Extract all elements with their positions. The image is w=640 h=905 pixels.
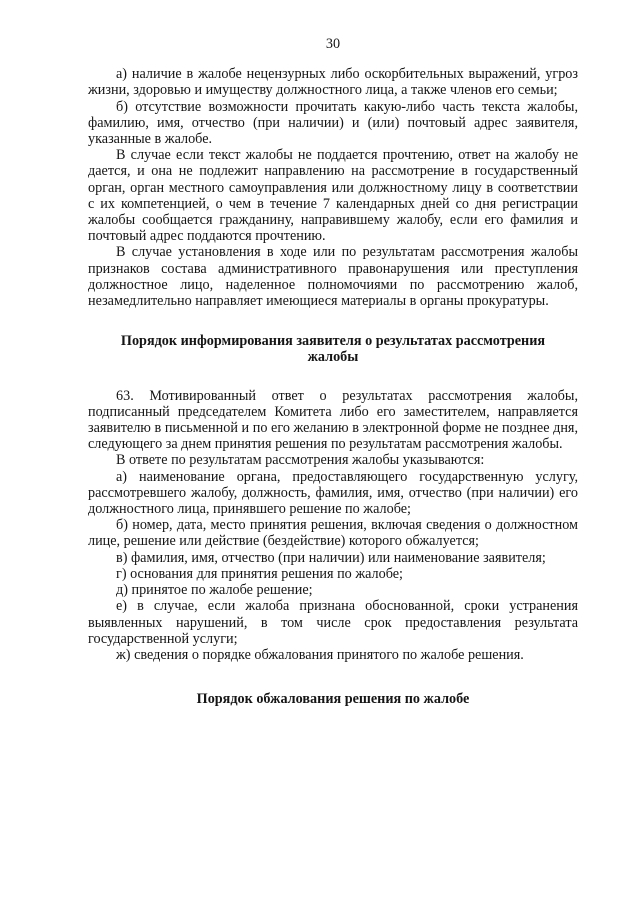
- section-heading-informing: Порядок информирования заявителя о результатах рассмотрения жалобы: [120, 333, 546, 366]
- list-item-zh: ж) сведения о порядке обжалования принятого по жалобе решения.: [116, 646, 524, 663]
- list-item-b: б) номер, дата, место принятия решения, включая сведения о должностном лице, решение или действие (бездействие) которого обжалуется;: [88, 517, 578, 550]
- paragraph-item-a: а) наличие в жалобе нецензурных либо оскорбительных выражений, угроз жизни, здоровью и имуществу должностного лица, а также членов его семьи;: [88, 66, 578, 99]
- list-item-a: а) наименование органа, предоставляющего государственную услугу, рассмотревшего жалобу, должность, фамилия, имя, отчество (при наличии) его должностного лица, принявшего решение по жалобе;: [88, 468, 578, 518]
- list-item-v: в) фамилия, имя, отчество (при наличии) или наименование заявителя;: [116, 549, 546, 566]
- paragraph-63: 63. Мотивированный ответ о результатах рассмотрения жалобы, подписанный председателем Комитета либо его заместителем, направляется заявителю в письменной и по его желанию в электронной форме не позднее дня, следующего за днем принятия решения по результатам рассмотрения жалобы.: [88, 387, 578, 453]
- paragraph-item-b: б) отсутствие возможности прочитать какую-либо часть текста жалобы, фамилию, имя, отчество (при наличии) и (или) почтовый адрес заявителя, указанные в жалобе.: [88, 98, 578, 148]
- paragraph-violation-signs: В случае установления в ходе или по результатам рассмотрения жалобы признаков состава административного правонарушения или преступления должностное лицо, наделенное полномочиями по рассмотрению жалоб, незамедлительно направляет имеющиеся материалы в органы прокуратуры.: [88, 244, 578, 310]
- list-item-e: е) в случае, если жалоба признана обоснованной, сроки устранения выявленных нарушений, в том числе срок предоставления результата государственной услуги;: [88, 598, 578, 647]
- list-item-g: г) основания для принятия решения по жалобе;: [116, 565, 403, 582]
- list-item-d: д) принятое по жалобе решение;: [116, 582, 313, 599]
- page-number: 30: [325, 36, 341, 52]
- paragraph-answer-contents: В ответе по результатам рассмотрения жалобы указываются:: [116, 452, 485, 469]
- section-heading-appeal: Порядок обжалования решения по жалобе: [196, 691, 470, 708]
- paragraph-unreadable-text: В случае если текст жалобы не поддается прочтению, ответ на жалобу не дается, и она не подлежит направлению на рассмотрение в государственный орган, орган местного самоуправления или должностному лицу в соответствии с их компетенцией, о чем в течение 7 календарных дней со дня регистрации жалобы сообщается гражданину, направившему жалобу, если его фамилия и почтовый адрес поддаются прочтению.: [88, 147, 578, 245]
